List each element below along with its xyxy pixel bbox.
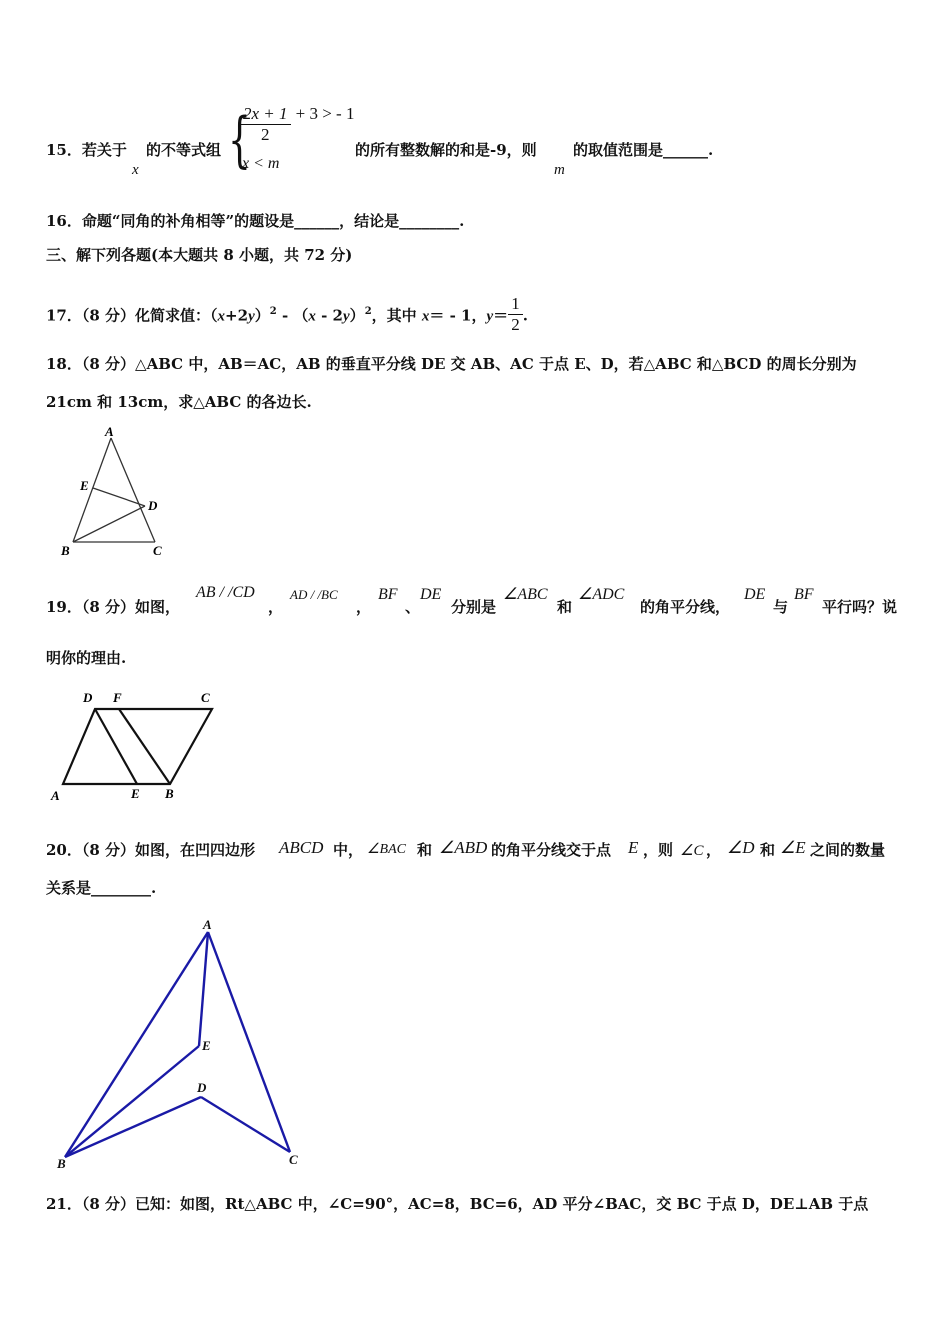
label-f: F (113, 690, 122, 705)
fraction-denominator: 2 (261, 125, 270, 144)
q15-var-m: m (554, 162, 565, 178)
angle-abc: ∠ABC (503, 586, 548, 603)
parallelogram-figure-q19 (45, 682, 235, 807)
inequality-1 (240, 104, 354, 145)
question-18-line1: 18．（8 分）△ABC 中，AB＝AC，AB 的垂直平分线 DE 交 AB、AC 于点 E、D，若△ABC 和△BCD 的周长分别为 (46, 355, 857, 373)
q15-prefix: 15．若关于 (46, 141, 127, 159)
q15-var-x: x (132, 162, 139, 178)
bisector-be (65, 1046, 199, 1157)
cond-ab-parallel-cd: AB / /CD (196, 584, 255, 601)
q15-suffix2: 的取值范围是______. (573, 141, 714, 159)
edge-dc (201, 1097, 290, 1152)
label-b: B (57, 1156, 66, 1171)
edge-ab (65, 932, 208, 1157)
label-d: D (148, 498, 158, 513)
label-d: D (197, 1080, 207, 1095)
question-19-line2: 明你的理由. (46, 649, 127, 667)
exam-page: 15．若关于 x 的不等式组 { $\frac{2x + 1}{2}$ + 3 > - 1 x < m 的所有整数解的和是-9，则 m 的取值范围是______. 16．命题“同角的补角相等”的题设是______，结论是________. 三、解下列各题(本大题共 8 小题，共 72 分) 17．（8 分）化简求值：$(x+2y)^2 - (x - 2y)^2$，其中 x＝ - 1，y＝ $\frac{1}{2}$ . 18．（8 分）△ABC 中，AB＝AC，AB 的垂直平分线 DE 交 AB、AC 于点 E、D，若△ABC 和△BCD 的周长分别为 21cm 和 13cm，求△ABC 的各边长. A E D B C 19．（8 分）如图， AB / /CD ， AD / /BC ， BF 、 DE 分别是 ∠ABC 和 ∠ADC 的角平分线， DE 与 BF 平行吗？说 明你的理由. D F C A E B 20．（8 分）如图，在凹四边形 ABCD 中， ∠BAC 和 ∠ABD 的角平分线交于点 E ，则 ∠C ， ∠D 和 ∠E 之间的数量 关系是________. A E D B C 21．（8 分）已知：如图，Rt△ABC 中，∠C=90°，AC=8，BC=6，AD 平分∠BAC，交 BC 于点 D，DE⊥AB 于点 (0, 0, 950, 1344)
q15-mid: 的不等式组 (146, 141, 222, 159)
angle-adc: ∠ADC (578, 586, 625, 603)
cond-ad-parallel-bc: AD / /BC (290, 587, 338, 602)
angle-abd: ∠ABD (439, 838, 488, 857)
question-16: 16．命题“同角的补角相等”的题设是______，结论是________. (46, 212, 465, 230)
question-21: 21．（8 分）已知：如图，Rt△ABC 中，∠C=90°，AC=8，BC=6，AD 平分∠BAC，交 BC 于点 D，DE⊥AB 于点 (46, 1195, 869, 1213)
section-3-heading: 三、解下列各题(本大题共 8 小题，共 72 分) (46, 246, 353, 264)
label-a: A (105, 424, 114, 439)
label-c: C (289, 1152, 298, 1167)
segment-de (95, 709, 137, 784)
triangle-figure-q18 (55, 422, 185, 562)
label-c: C (201, 690, 210, 705)
bisector-ae (199, 932, 208, 1046)
label-e: E (80, 478, 89, 493)
label-d: D (83, 690, 93, 705)
inequality-2: x < m (242, 155, 280, 172)
fraction-half: $\frac{1}{2}$ (508, 294, 523, 335)
segment-ed (93, 488, 145, 506)
label-a: A (203, 917, 212, 932)
concave-quadrilateral-figure-q20 (45, 912, 325, 1177)
edge-ac (208, 932, 290, 1152)
system-brace: { (228, 105, 251, 175)
q15-suffix1: 的所有整数解的和是-9，则 (355, 141, 537, 159)
inequality-1-rest: + 3 > - 1 (295, 104, 355, 123)
label-e: E (202, 1038, 211, 1053)
angle-bac: ∠BAC (367, 842, 406, 857)
label-b: B (61, 543, 70, 558)
edge-ac (111, 438, 155, 542)
label-c: C (153, 543, 162, 558)
fraction (240, 104, 291, 145)
question-18-line2: 21cm 和 13cm，求△ABC 的各边长. (46, 393, 312, 411)
label-a: A (51, 788, 60, 803)
fraction-numerator: 2x + 1 (243, 104, 288, 123)
segment-fb (119, 709, 170, 784)
question-17: 17．（8 分）化简求值：$(x+2y)^2 - (x - 2y)^2$，其中 x＝ - 1，y＝ $\frac{1}{2}$ . (46, 294, 528, 334)
parallelogram-abcd (63, 709, 212, 784)
question-20-line2: 关系是________. (46, 879, 157, 897)
label-e: E (131, 786, 140, 801)
label-b: B (165, 786, 174, 801)
